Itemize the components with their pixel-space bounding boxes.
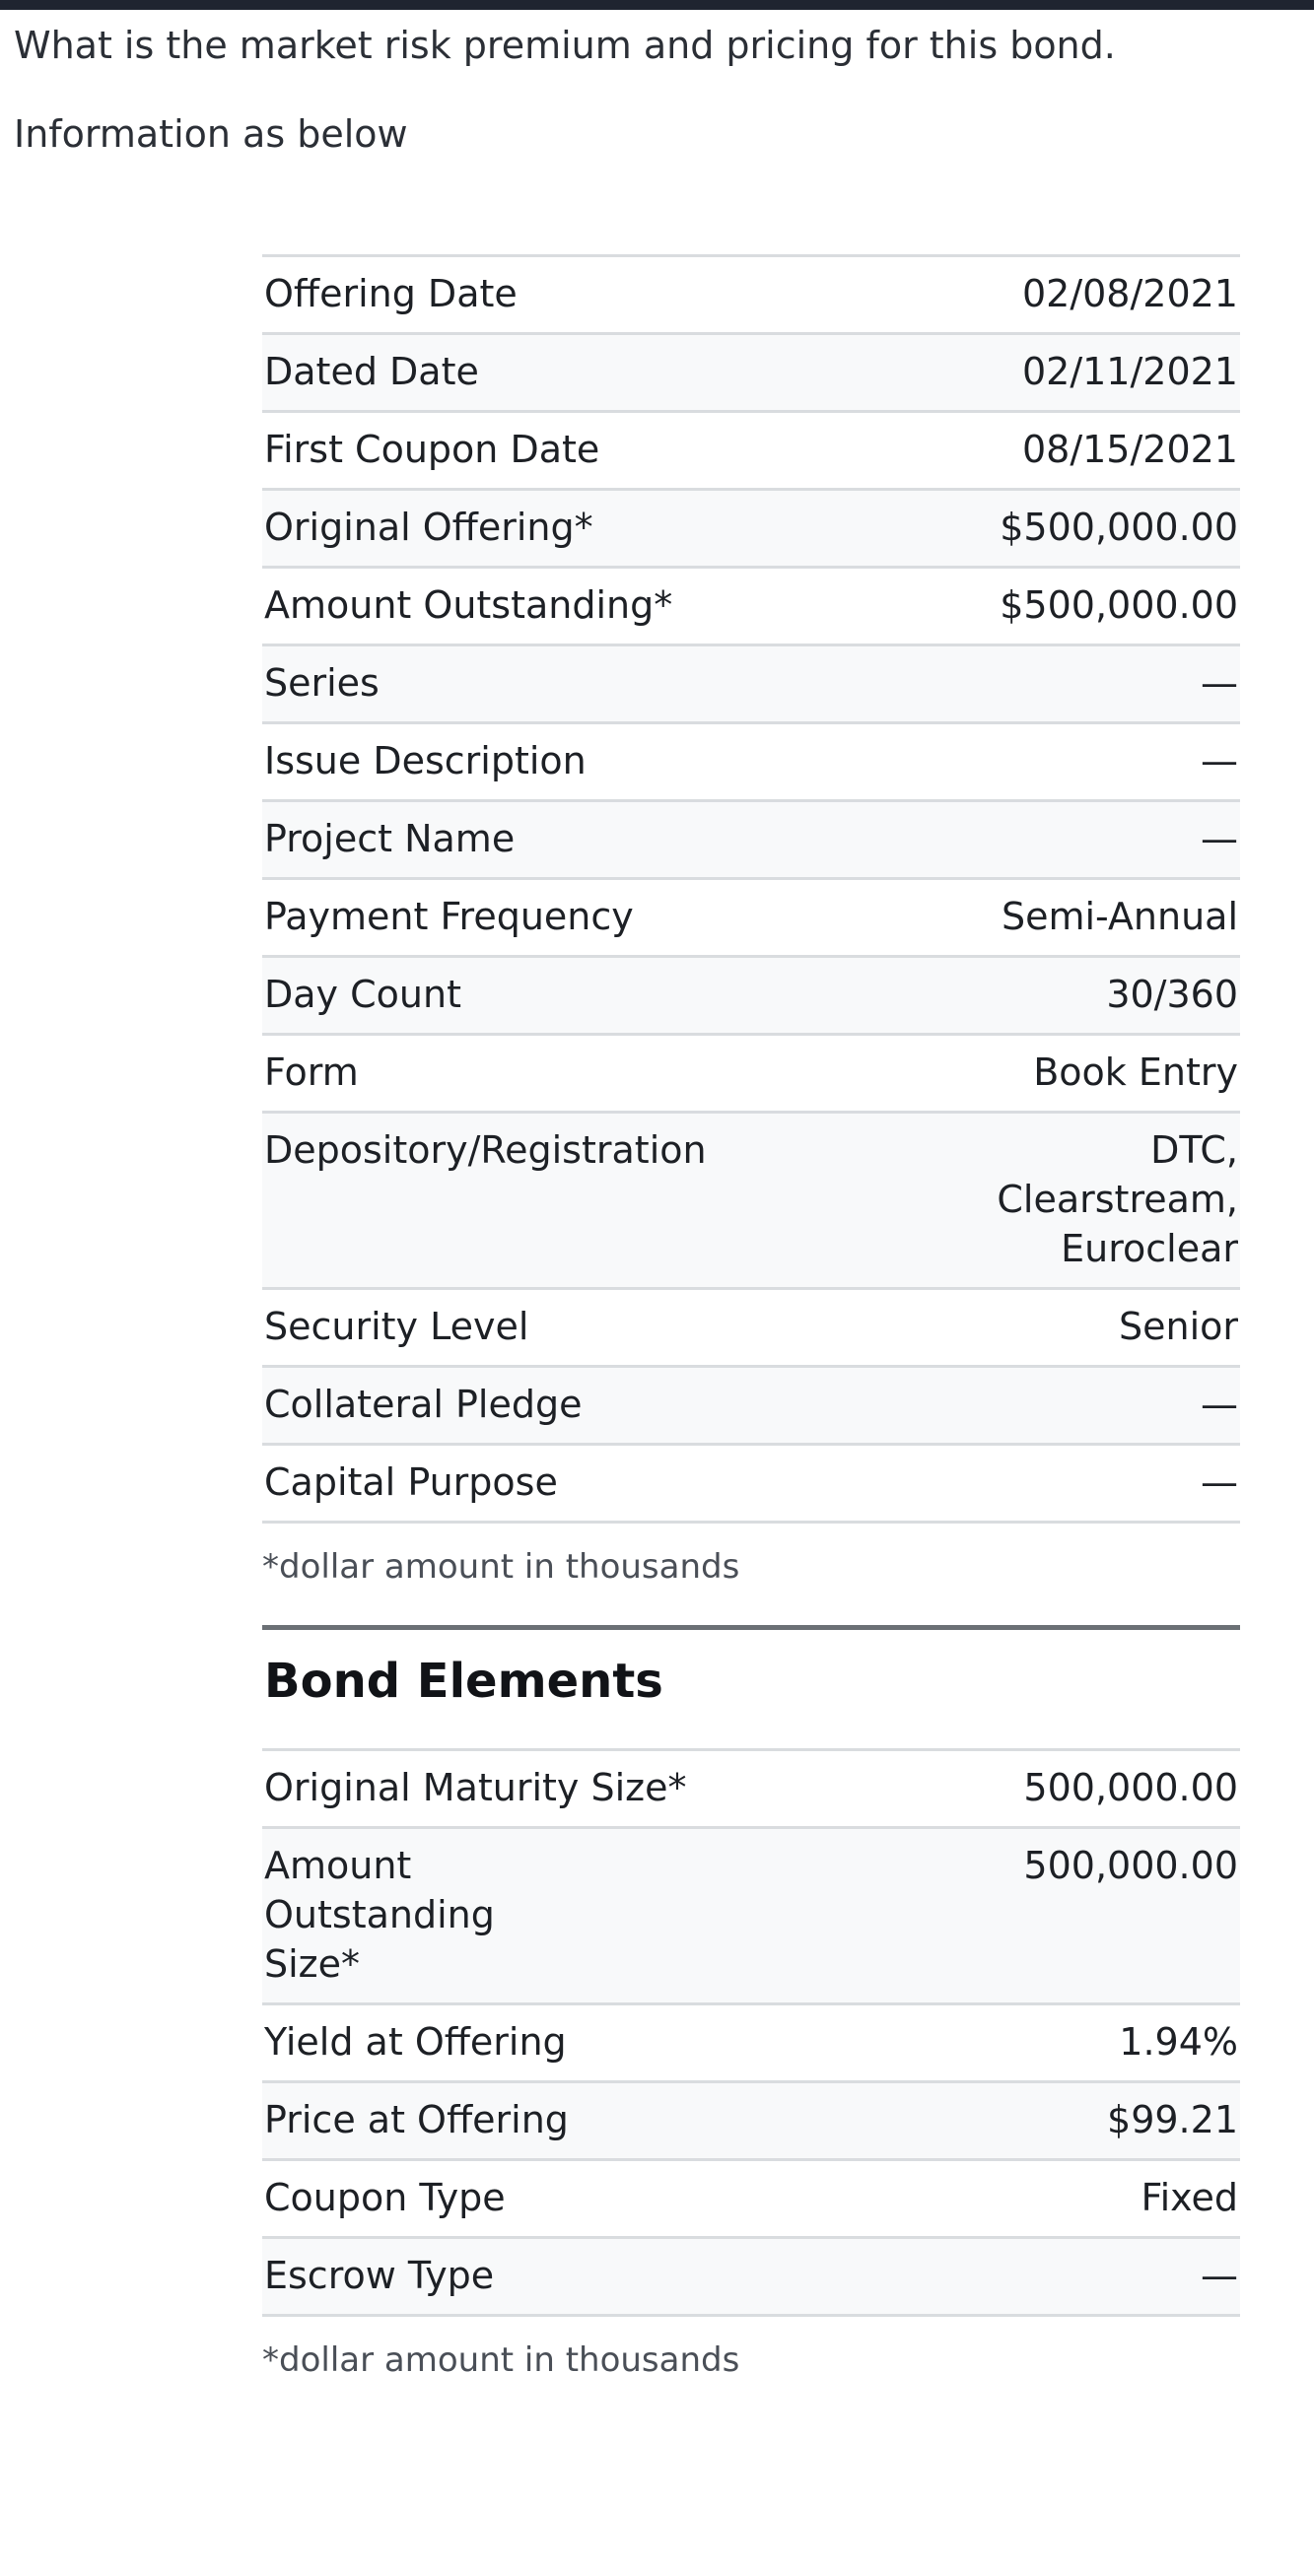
table-row-dated-date: [262, 334, 1240, 412]
table-row-amount-outstanding: [262, 568, 1240, 645]
row-value: $500,000.00: [816, 490, 1240, 568]
section-divider: [262, 1625, 1240, 1630]
table-row-offering-date: [262, 256, 1240, 334]
table-row-escrow-type: [262, 2238, 1240, 2316]
row-label: Escrow Type: [262, 2238, 816, 2316]
row-value: $500,000.00: [816, 568, 1240, 645]
row-value: —: [816, 2238, 1240, 2316]
table-row-original-offering: [262, 490, 1240, 568]
row-value: —: [816, 645, 1240, 723]
row-label: Security Level: [262, 1289, 816, 1367]
row-value: —: [816, 801, 1240, 879]
row-label: Amount Outstanding*: [262, 568, 816, 645]
section-title: Bond Elements: [264, 1654, 663, 1709]
info-line: Information as below: [14, 112, 408, 156]
table-row-capital-purpose: [262, 1445, 1240, 1523]
row-label: Price at Offering: [262, 2082, 816, 2160]
table-row-coupon-type: [262, 2160, 1240, 2238]
question-text: What is the market risk premium and pricing for this bond.: [14, 24, 1116, 67]
table-row-project-name: [262, 801, 1240, 879]
row-value: 500,000.00: [816, 1828, 1240, 2004]
table-row-collateral-pledge: [262, 1367, 1240, 1445]
bond-elements-panel: [262, 1625, 1240, 2380]
table-row-original-maturity-size: [262, 1750, 1240, 1828]
table-row-day-count: [262, 957, 1240, 1035]
row-value: —: [816, 1445, 1240, 1523]
table-row-security-level: [262, 1289, 1240, 1367]
row-label: Amount Outstanding Size*: [262, 1828, 816, 2004]
row-value: 08/15/2021: [816, 412, 1240, 490]
table-row-amount-outstanding-size: [262, 1828, 1240, 2004]
row-label: Series: [262, 645, 816, 723]
row-value: DTC, Clearstream, Euroclear: [816, 1113, 1240, 1289]
row-label: Payment Frequency: [262, 879, 816, 957]
row-label: First Coupon Date: [262, 412, 816, 490]
row-label: Project Name: [262, 801, 816, 879]
row-label: Capital Purpose: [262, 1445, 816, 1523]
row-label: Offering Date: [262, 256, 816, 334]
row-label: Depository/Registration: [262, 1113, 816, 1289]
table-row-series: [262, 645, 1240, 723]
row-value: Fixed: [816, 2160, 1240, 2238]
bond-elements-table: [262, 1748, 1240, 2317]
row-label: Collateral Pledge: [262, 1367, 816, 1445]
table-row-depository-registration: [262, 1113, 1240, 1289]
row-value: 02/08/2021: [816, 256, 1240, 334]
row-label: Dated Date: [262, 334, 816, 412]
issue-details-panel: [262, 254, 1240, 1587]
table-row-issue-description: [262, 723, 1240, 801]
table-row-form: [262, 1035, 1240, 1113]
row-label: Original Maturity Size*: [262, 1750, 816, 1828]
row-value: Senior: [816, 1289, 1240, 1367]
row-value: $99.21: [816, 2082, 1240, 2160]
row-value: 02/11/2021: [816, 334, 1240, 412]
row-value: Book Entry: [816, 1035, 1240, 1113]
table-row-first-coupon-date: [262, 412, 1240, 490]
row-value: Semi-Annual: [816, 879, 1240, 957]
footnote: *dollar amount in thousands: [262, 1547, 740, 1587]
table-row-payment-frequency: [262, 879, 1240, 957]
top-bar: [0, 0, 1314, 10]
footnote: *dollar amount in thousands: [262, 2340, 740, 2380]
row-label: Original Offering*: [262, 490, 816, 568]
issue-details-table: [262, 254, 1240, 1524]
row-value: 1.94%: [816, 2004, 1240, 2082]
row-label: Issue Description: [262, 723, 816, 801]
row-label: Coupon Type: [262, 2160, 816, 2238]
table-row-price-at-offering: [262, 2082, 1240, 2160]
row-label: Yield at Offering: [262, 2004, 816, 2082]
row-value: 500,000.00: [816, 1750, 1240, 1828]
row-label: Form: [262, 1035, 816, 1113]
row-label: Day Count: [262, 957, 816, 1035]
row-value: 30/360: [816, 957, 1240, 1035]
row-value: —: [816, 723, 1240, 801]
row-value: —: [816, 1367, 1240, 1445]
table-row-yield-at-offering: [262, 2004, 1240, 2082]
